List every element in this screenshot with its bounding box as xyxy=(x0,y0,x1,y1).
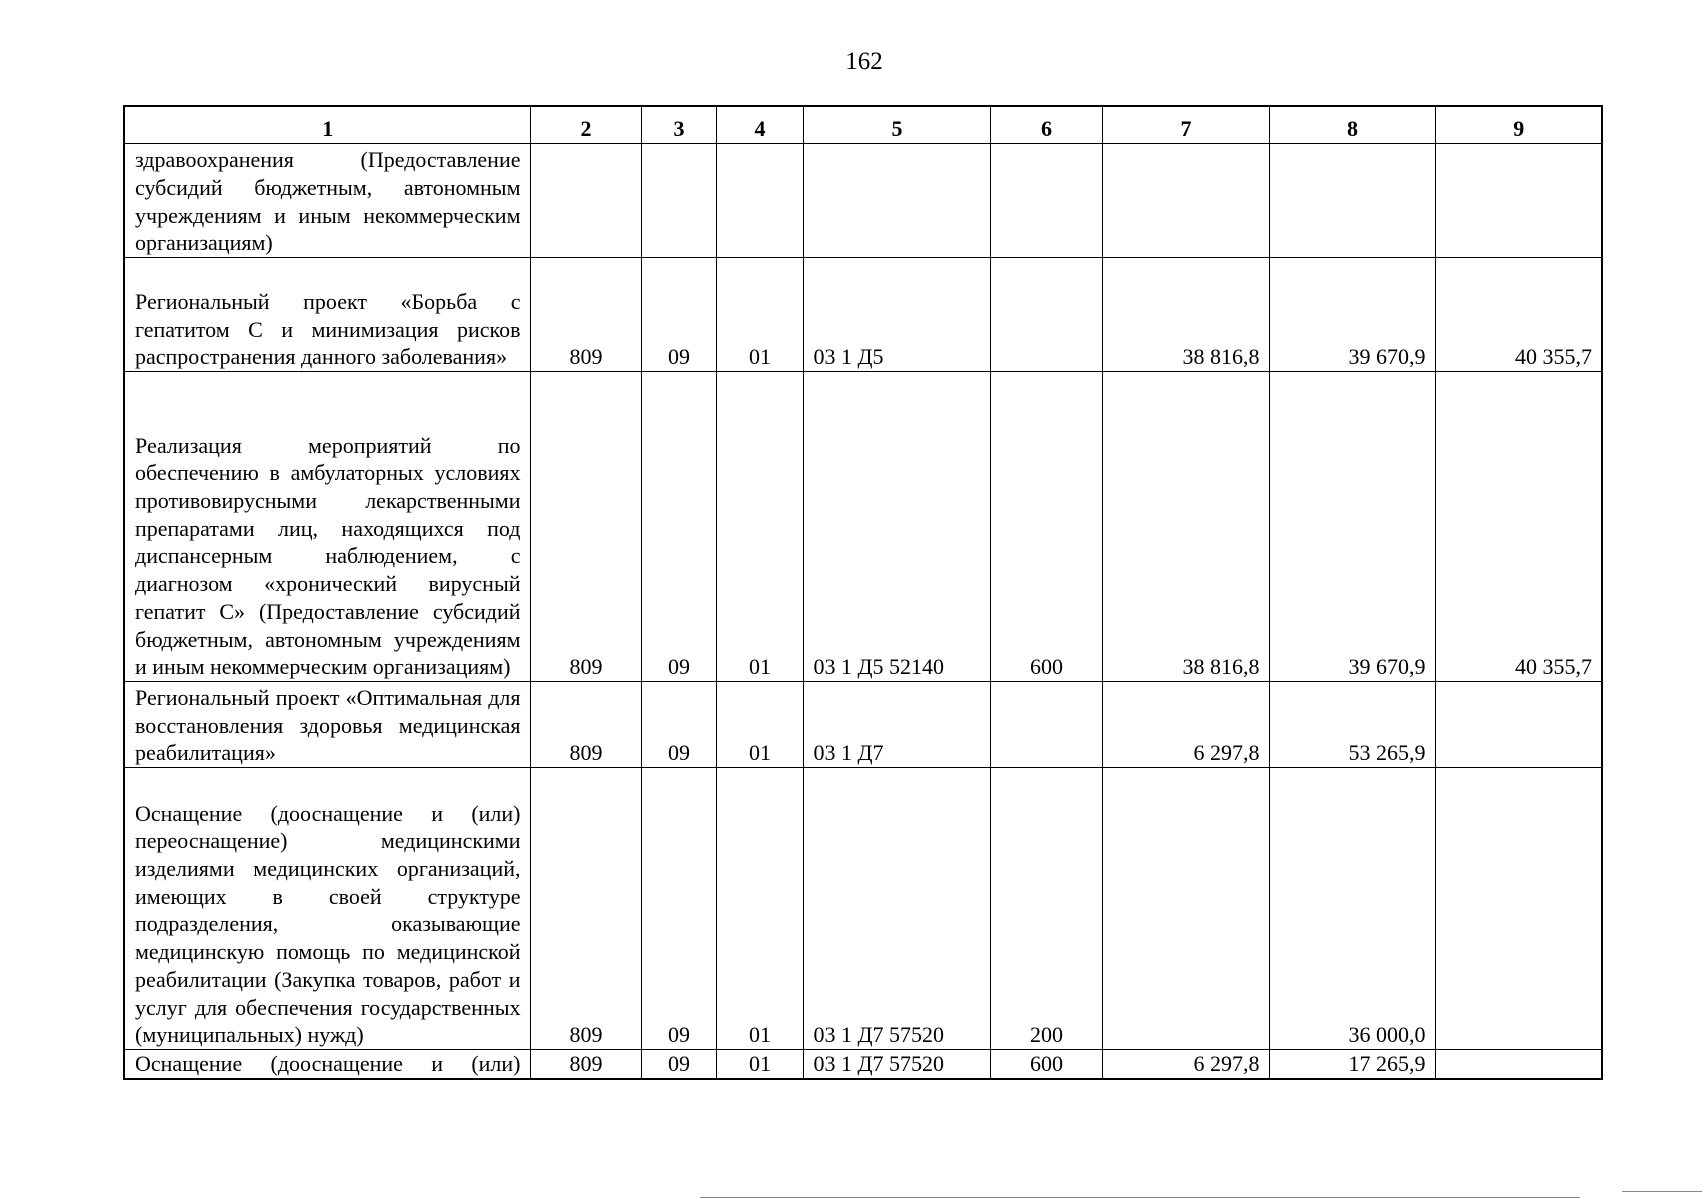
scan-artifact-line xyxy=(700,1197,1580,1198)
amount-col-9 xyxy=(1435,768,1602,1050)
code-ministry: 809 xyxy=(530,682,641,768)
code-target-article: 03 1 Д7 xyxy=(803,682,990,768)
amount-col-8: 36 000,0 xyxy=(1269,768,1435,1050)
code-ministry: 809 xyxy=(530,768,641,1050)
row-name: здравоохранения (Предоставление субсидий бюджетным, автономным учреждениям и иным некоммерческим организациям) xyxy=(124,144,530,258)
code-ministry: 809 xyxy=(530,258,641,372)
header-cell-5: 5 xyxy=(803,106,990,144)
amount-col-7: 6 297,8 xyxy=(1102,682,1269,768)
amount-col-9: 40 355,7 xyxy=(1435,372,1602,682)
header-cell-8: 8 xyxy=(1269,106,1435,144)
page-number: 162 xyxy=(845,48,883,75)
scan-artifact-line xyxy=(1622,1191,1702,1192)
amount-col-8: 39 670,9 xyxy=(1269,372,1435,682)
code-subsection: 01 xyxy=(716,768,803,1050)
code-ministry: 809 xyxy=(530,372,641,682)
table-row xyxy=(124,1050,1602,1079)
code-subsection xyxy=(716,144,803,258)
amount-col-7: 6 297,8 xyxy=(1102,1050,1269,1079)
row-name: Региональный проект «Борьба с гепатитом С и минимизация рисков распространения данного заболевания» xyxy=(124,258,530,372)
amount-col-8: 39 670,9 xyxy=(1269,258,1435,372)
amount-col-9: 40 355,7 xyxy=(1435,258,1602,372)
code-expense-type xyxy=(990,144,1102,258)
header-cell-1: 1 xyxy=(124,106,530,144)
amount-col-8: 53 265,9 xyxy=(1269,682,1435,768)
code-subsection: 01 xyxy=(716,682,803,768)
code-section: 09 xyxy=(641,768,716,1050)
amount-col-7: 38 816,8 xyxy=(1102,258,1269,372)
code-target-article: 03 1 Д5 52140 xyxy=(803,372,990,682)
code-section: 09 xyxy=(641,682,716,768)
code-target-article: 03 1 Д7 57520 xyxy=(803,1050,990,1079)
table-header-row xyxy=(124,106,1602,144)
code-ministry xyxy=(530,144,641,258)
amount-col-8 xyxy=(1269,144,1435,258)
header-cell-9: 9 xyxy=(1435,106,1602,144)
code-target-article: 03 1 Д7 57520 xyxy=(803,768,990,1050)
header-cell-7: 7 xyxy=(1102,106,1269,144)
row-name: Оснащение (дооснащение и (или) xyxy=(124,1050,530,1079)
code-section: 09 xyxy=(641,372,716,682)
code-target-article xyxy=(803,144,990,258)
code-expense-type xyxy=(990,682,1102,768)
code-subsection: 01 xyxy=(716,372,803,682)
header-cell-2: 2 xyxy=(530,106,641,144)
code-target-article: 03 1 Д5 xyxy=(803,258,990,372)
code-section: 09 xyxy=(641,1050,716,1079)
row-name: Реализация мероприятий по обеспечению в амбулаторных условиях противовирусными лекарственными препаратами лиц, находящихся под диспансерным наблюдением, с диагнозом «хронический вирусный гепатит С» (Предоставление субсидий бюджетным, автономным учреждениям и иным некоммерческим организациям) xyxy=(124,372,530,682)
code-section: 09 xyxy=(641,258,716,372)
code-subsection: 01 xyxy=(716,1050,803,1079)
table-row xyxy=(124,258,1602,372)
code-section xyxy=(641,144,716,258)
amount-col-9 xyxy=(1435,144,1602,258)
code-expense-type xyxy=(990,258,1102,372)
table-row xyxy=(124,682,1602,768)
amount-col-8: 17 265,9 xyxy=(1269,1050,1435,1079)
code-expense-type: 600 xyxy=(990,372,1102,682)
amount-col-9 xyxy=(1435,682,1602,768)
code-expense-type: 600 xyxy=(990,1050,1102,1079)
table-row xyxy=(124,768,1602,1050)
amount-col-7: 38 816,8 xyxy=(1102,372,1269,682)
code-expense-type: 200 xyxy=(990,768,1102,1050)
budget-table xyxy=(123,105,1603,1080)
table-row xyxy=(124,144,1602,258)
amount-col-9 xyxy=(1435,1050,1602,1079)
header-cell-6: 6 xyxy=(990,106,1102,144)
code-ministry: 809 xyxy=(530,1050,641,1079)
amount-col-7 xyxy=(1102,144,1269,258)
table-row xyxy=(124,372,1602,682)
row-name: Оснащение (дооснащение и (или) переоснащение) медицинскими изделиями медицинских организаций, имеющих в своей структуре подразделения, оказывающие медицинскую помощь по медицинской реабилитации (Закупка товаров, работ и услуг для обеспечения государственных (муниципальных) нужд) xyxy=(124,768,530,1050)
code-subsection: 01 xyxy=(716,258,803,372)
row-name: Региональный проект «Оптимальная для восстановления здоровья медицинская реабилитация» xyxy=(124,682,530,768)
amount-col-7 xyxy=(1102,768,1269,1050)
header-cell-4: 4 xyxy=(716,106,803,144)
header-cell-3: 3 xyxy=(641,106,716,144)
